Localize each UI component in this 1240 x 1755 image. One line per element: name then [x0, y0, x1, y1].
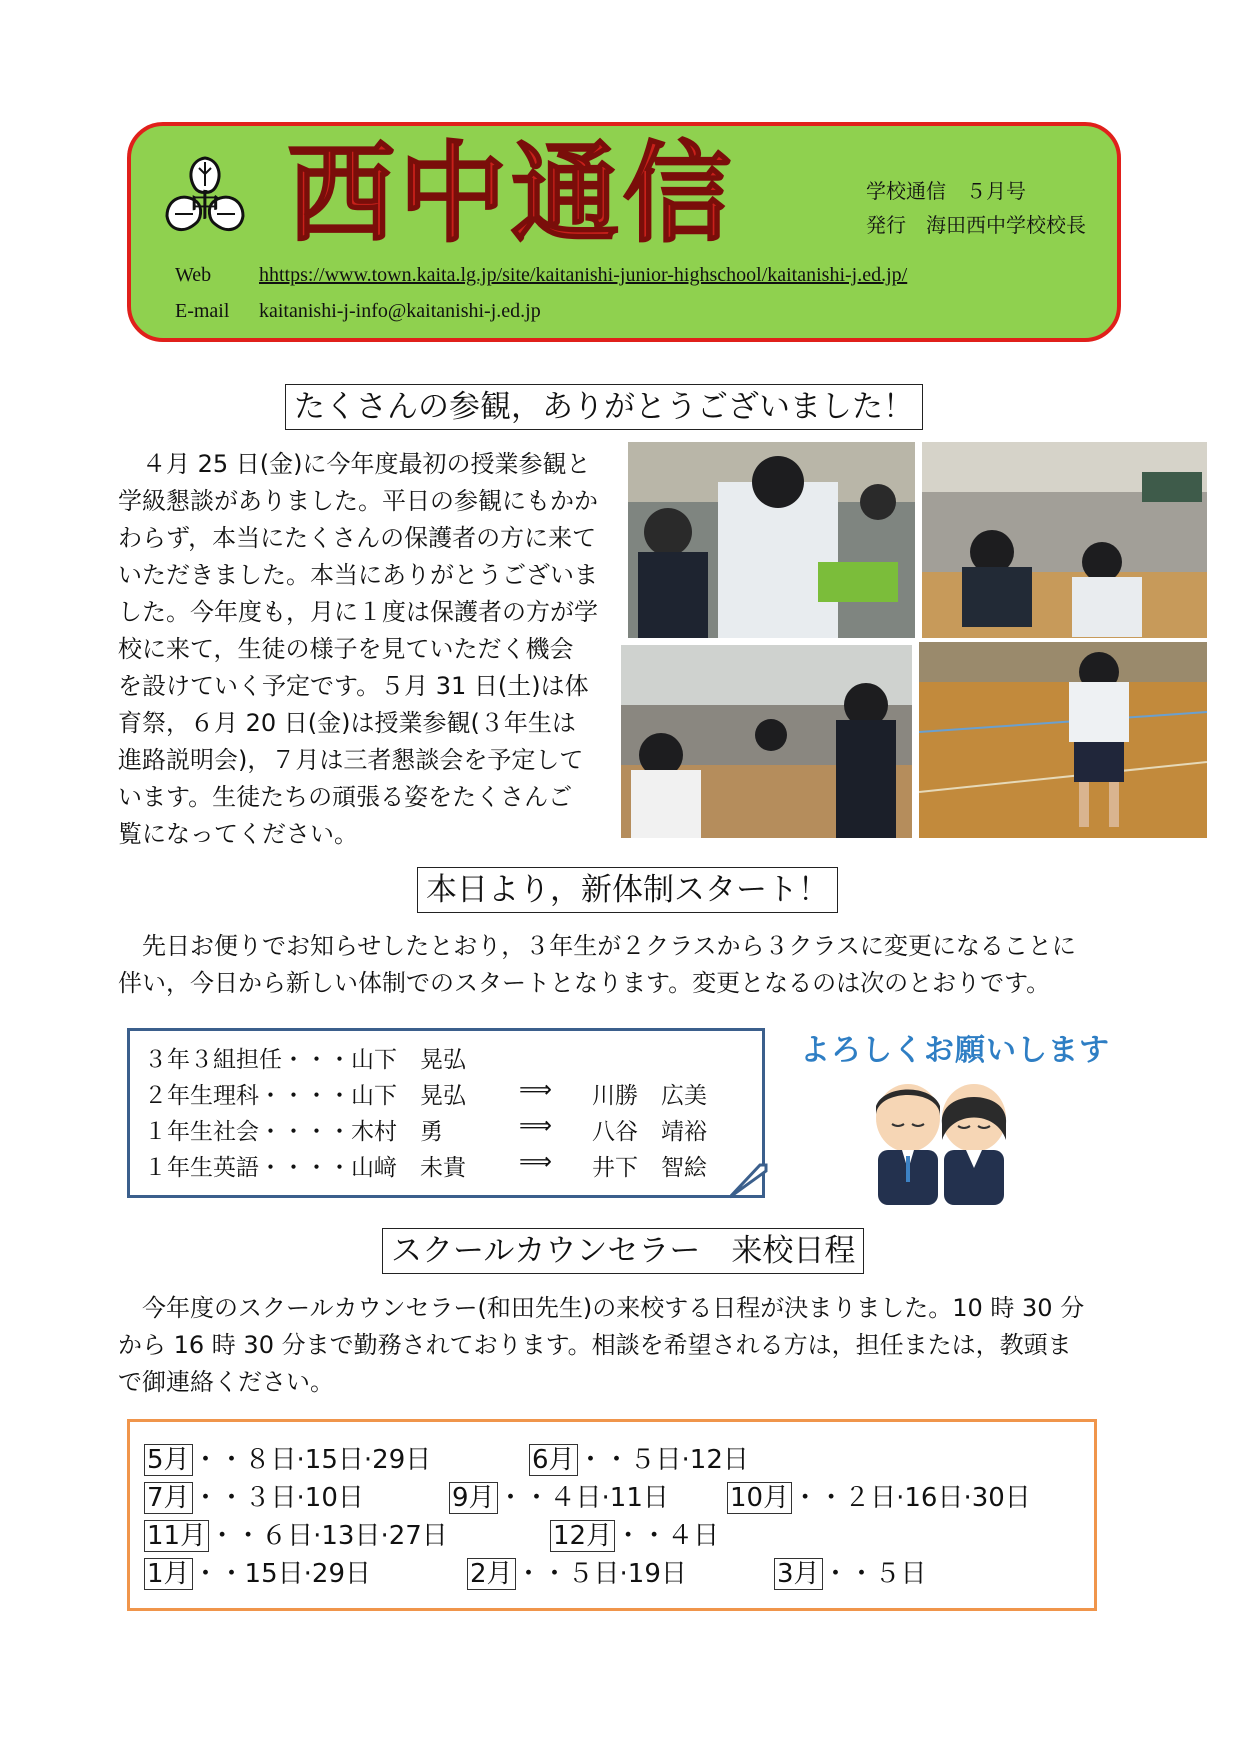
counselor-line: で御連絡ください。 [118, 1368, 334, 1396]
new-system-line: 先日お便りでお知らせしたとおり，３年生が２クラスから３クラスに変更になることに [142, 932, 1076, 960]
bowing-staff-illustration [866, 1080, 1016, 1205]
schedule-days: ・・５日 [822, 1559, 927, 1589]
schedule-entry [467, 1553, 687, 1590]
visits-paragraph [118, 446, 618, 853]
schedule-days: ・・３日·10日 [192, 1483, 364, 1513]
schedule-days: ・・15日·29日 [192, 1559, 371, 1589]
counselor-schedule-box [127, 1419, 1097, 1611]
schedule-entry [727, 1477, 1031, 1514]
visits-line: わらず，本当にたくさんの保護者の方に来て [118, 524, 597, 552]
schedule-entry [774, 1553, 927, 1590]
schedule-entry [144, 1439, 431, 1476]
schedule-days: ・・２日·16日·30日 [792, 1483, 1031, 1513]
month-label: 9月 [449, 1482, 498, 1514]
schedule-entry [144, 1515, 448, 1552]
arrow-icon: ⟹ [519, 1077, 552, 1103]
counselor-line: から 16 時 30 分まで勤務されております。相談を希望される方は，担任または，教頭ま [118, 1331, 1072, 1359]
schedule-days: ・・６日·13日·27日 [209, 1521, 448, 1551]
visits-line: います。生徒たちの頑張る姿をたくさんご [118, 783, 573, 811]
month-label: 10月 [727, 1482, 792, 1514]
month-label: 12月 [550, 1520, 615, 1552]
classroom-photo-1 [628, 442, 915, 638]
email-label: E-mail [175, 300, 230, 322]
counselor-paragraph [118, 1290, 1128, 1401]
issue-info [866, 174, 1086, 242]
staff-role: ２年生理科・・・・山下 晃弘 [144, 1083, 466, 1109]
email-address: kaitanishi-j-info@kaitanishi-j.ed.jp [259, 300, 541, 322]
section-title-new-system: 本日より，新体制スタート！ [417, 867, 838, 913]
schedule-days: ・・４日 [615, 1521, 720, 1551]
visits-line: ４月 25 日(金)に今年度最初の授業参観と [142, 450, 591, 478]
staff-new: 井下 智絵 [592, 1155, 707, 1181]
visits-line: 学級懇談がありました。平日の参観にもかか [118, 487, 598, 515]
schedule-entry [449, 1477, 669, 1514]
greeting-text: よろしくお願いします [800, 1033, 1110, 1068]
section-title-counselor: スクールカウンセラー 来校日程 [382, 1228, 864, 1274]
schedule-entry [550, 1515, 719, 1552]
schedule-days: ・・５日·19日 [515, 1559, 687, 1589]
schedule-entry [529, 1439, 749, 1476]
school-crest-logo [161, 154, 249, 246]
classroom-photo-3 [621, 645, 912, 838]
web-label: Web [175, 264, 212, 286]
arrow-icon: ⟹ [519, 1149, 552, 1175]
arrow-icon: ⟹ [519, 1113, 552, 1139]
staff-new: 八谷 靖裕 [592, 1119, 707, 1145]
logo-character: 中 [190, 189, 220, 224]
month-label: 6月 [529, 1444, 578, 1476]
visits-line: 育祭，６月 20 日(金)は授業参観(３年生は [118, 709, 576, 737]
email-line [175, 300, 541, 323]
month-label: 7月 [144, 1482, 193, 1514]
month-label: 11月 [144, 1520, 209, 1552]
newsletter-header [127, 122, 1121, 342]
masthead-title: 西中通信 [287, 131, 736, 257]
visits-line: した。今年度も，月に１度は保護者の方が学 [118, 598, 598, 626]
staff-role: １年生英語・・・・山﨑 未貴 [144, 1155, 466, 1181]
page-curl-icon [730, 1161, 768, 1201]
visits-line: 進路説明会)，７月は三者懇談会を予定して [118, 746, 584, 774]
issue-number: 学校通信 ５月号 [866, 179, 1026, 203]
web-link[interactable]: hhttps://www.town.kaita.lg.jp/site/kaitanishi-junior-highschool/kaitanishi-j.ed.jp/ [259, 264, 908, 286]
classroom-photo-2 [922, 442, 1207, 638]
visits-line: 覧になってください。 [118, 820, 358, 848]
web-line [175, 264, 907, 287]
visits-line: を設けていく予定です。５月 31 日(土)は体 [118, 672, 589, 700]
month-label: 1月 [144, 1558, 193, 1590]
schedule-days: ・・５日·12日 [577, 1445, 749, 1475]
gym-photo [919, 642, 1207, 838]
publisher: 発行 海田西中学校校長 [866, 213, 1086, 237]
visits-line: 校に来て，生徒の様子を見ていただく機会 [118, 635, 574, 663]
schedule-days: ・・８日·15日·29日 [192, 1445, 432, 1475]
visits-line: いただきました。本当にありがとうございま [118, 561, 598, 589]
staff-role: １年生社会・・・・木村 勇 [144, 1119, 443, 1145]
staff-new: 川勝 広美 [592, 1083, 707, 1109]
month-label: 5月 [144, 1444, 193, 1476]
new-system-line: 伴い，今日から新しい体制でのスタートとなります。変更となるのは次のとおりです。 [118, 969, 1051, 997]
schedule-entry [144, 1477, 364, 1514]
month-label: 3月 [774, 1558, 823, 1590]
new-system-paragraph [118, 928, 1128, 1002]
staff-role: ３年３組担任・・・山下 晃弘 [144, 1047, 466, 1073]
section-title-visits: たくさんの参観，ありがとうございました！ [285, 384, 923, 430]
month-label: 2月 [467, 1558, 516, 1590]
schedule-entry [144, 1553, 371, 1590]
schedule-days: ・・４日·11日 [497, 1483, 669, 1513]
counselor-line: 今年度のスクールカウンセラー(和田先生)の来校する日程が決まりました。10 時 30 分 [142, 1294, 1085, 1322]
staff-changes-card [127, 1028, 765, 1198]
